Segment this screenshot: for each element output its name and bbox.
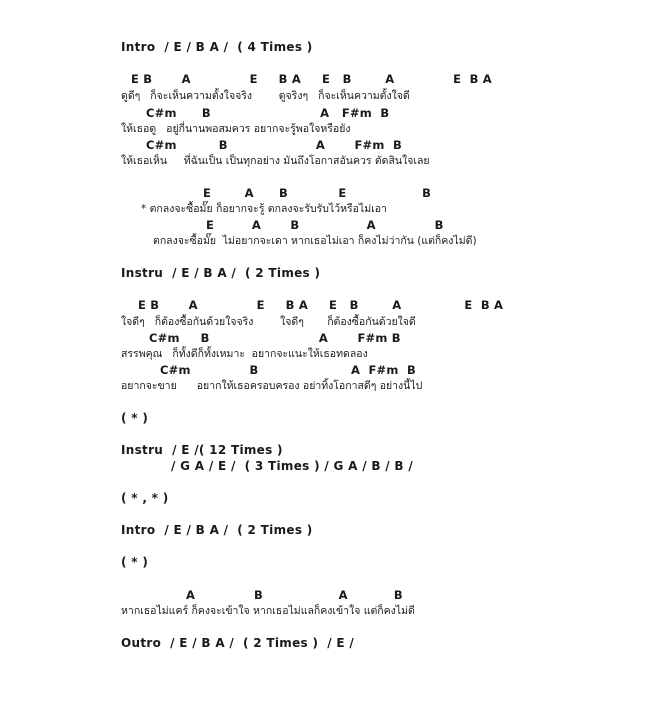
intro-line: Intro / E / B A / ( 4 Times ) (121, 40, 313, 54)
chorus-repeat-marker: ( * ) (121, 555, 149, 569)
chord-line: E B A E B A E B A E B A (138, 298, 504, 312)
lyric-line: ให้เธอดู อยู่กี่นานพอสมควร อยากจะรู้พอใจหรือยัง (121, 123, 351, 135)
outro-line: Outro / E / B A / ( 2 Times ) / E / (121, 636, 355, 650)
instru-line: Instru / E /( 12 Times ) (121, 443, 283, 457)
chord-line: C#m B A F#m B (160, 363, 416, 377)
chorus-lyric-line: * ตกลงจะซื้อมั๊ย ก็อยากจะรู้ ตกลงจะรับรับไว้หรือไม่เอา (141, 203, 387, 215)
intro-line: Intro / E / B A / ( 2 Times ) (121, 523, 313, 537)
instru-line: Instru / E / B A / ( 2 Times ) (121, 266, 321, 280)
lyric-line: สรรพคุณ ก็ทั้งดีก็ทั้งเหมาะ อยากจะแนะให้เธอทดลอง (121, 348, 368, 360)
chord-line: E B A E B A E B A E B A (131, 72, 492, 86)
chorus-lyric-line: ตกลงจะซื้อมั๊ย ไม่อยากจะเดา หากเธอไม่เอา ก็คงไม่ว่ากัน (แต่ก็คงไม่ดี) (153, 235, 477, 247)
instru-line: / G A / E / ( 3 Times ) / G A / B / B / (171, 459, 414, 473)
lyric-line: หากเธอไม่แคร์ ก็คงจะเข้าใจ หากเธอไม่แลก็คงเข้าใจ แต่ก็คงไม่ดี (121, 605, 415, 617)
chord-line: C#m B A F#m B (146, 106, 390, 120)
lyric-line: ใจดีๆ ก็ต้องซื้อกันด้วยใจจริง ใจดีๆ ก็ต้องซื้อกันด้วยใจดี (121, 316, 416, 328)
lyric-line: ดูดีๆ ก็จะเห็นความตั้งใจจริง ดูจริงๆ ก็จะเห็นความตั้งใจดี (121, 90, 410, 102)
chorus-repeat-marker: ( * , * ) (121, 491, 169, 505)
chord-line: C#m B A F#m B (146, 138, 402, 152)
chord-line: A B A B (186, 588, 403, 602)
chord-line: E A B A B (206, 218, 444, 232)
chorus-repeat-marker: ( * ) (121, 411, 149, 425)
chord-line: E A B E B (203, 186, 432, 200)
chord-line: C#m B A F#m B (149, 331, 401, 345)
lyric-line: อยากจะขาย อยากให้เธอครอบครอง อย่าทิ้งโอกาสดีๆ อย่างนี้ไป (121, 380, 423, 392)
lyric-line: ให้เธอเห็น ที่ฉันเป็น เป็นทุกอย่าง มันถึงโอกาสอันควร ตัดสินใจเลย (121, 155, 430, 167)
